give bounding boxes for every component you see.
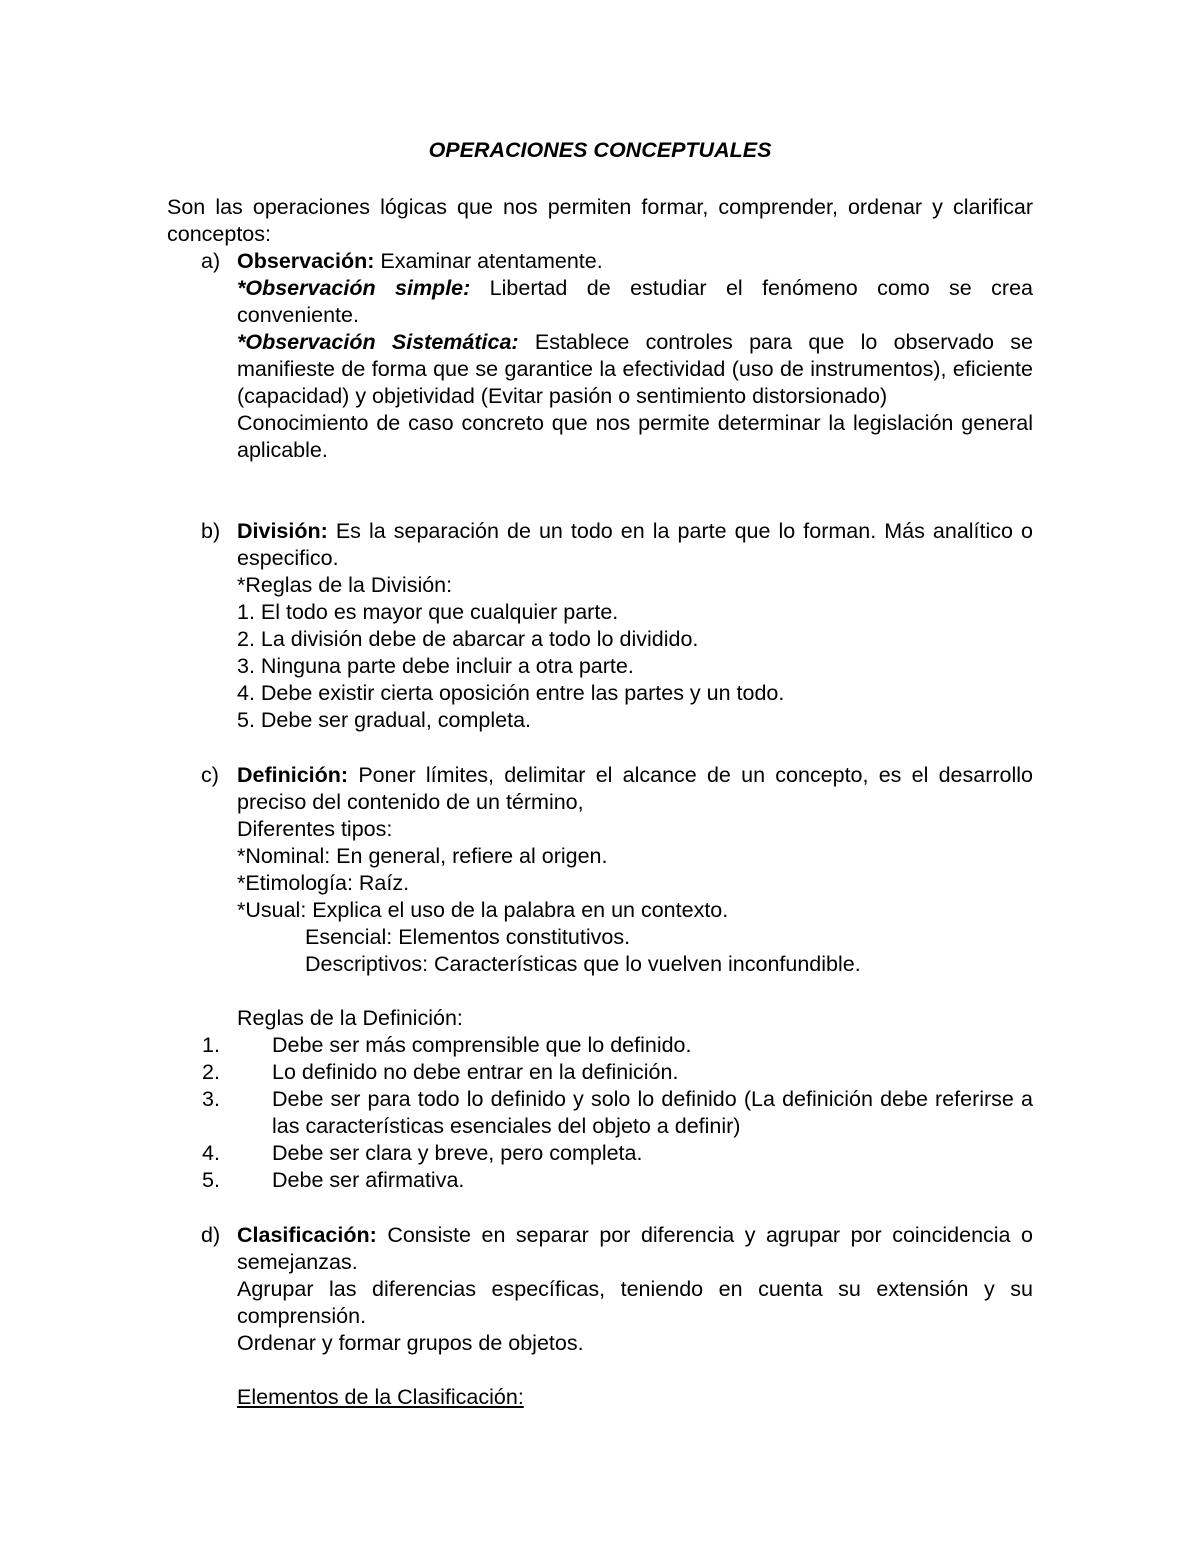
division-term: División: (237, 519, 328, 543)
definicion-usual: *Usual: Explica el uso de la palabra en un contexto. (237, 898, 729, 922)
definicion-rule: 5. Debe ser afirmativa. (202, 1168, 465, 1192)
definicion-nominal: *Nominal: En general, refiere al origen. (237, 844, 608, 868)
observacion-simple-term: *Observación simple: (237, 276, 471, 300)
section-clasificacion (237, 1222, 1033, 1411)
division-rule: 5. Debe ser gradual, completa. (237, 708, 531, 732)
observacion-sistematica-term: *Observación Sistemática: (237, 330, 519, 354)
observacion-simple (237, 275, 1033, 329)
section-observacion (237, 248, 1033, 464)
item-label-a: a) (201, 249, 221, 273)
division-rules-title: *Reglas de la División: (237, 573, 453, 597)
clasificacion-line (237, 1222, 1033, 1276)
division-rule: 3. Ninguna parte debe incluir a otra parte. (237, 654, 634, 678)
observacion-term: Observación: (237, 249, 375, 273)
definicion-text: Poner límites, delimitar el alcance de un concepto, es el desarrollo preciso del contenido de un término, (237, 763, 1033, 814)
definicion-descriptivos: Descriptivos: Características que lo vuelven inconfundible. (305, 952, 861, 976)
observacion-simple-text: Libertad de estudiar el fenómeno como se crea conveniente. (237, 276, 1033, 327)
division-text: Es la separación de un todo en la parte que lo forman. Más analítico o especifico. (237, 519, 1033, 570)
observacion-text: Examinar atentamente. (374, 249, 603, 273)
section-division (237, 518, 1033, 734)
definicion-rule: 2. Lo definido no debe entrar en la definición. (202, 1060, 679, 1084)
definicion-types-title: Diferentes tipos: (237, 817, 393, 841)
spacer (237, 1357, 1033, 1384)
definicion-rule: 1. Debe ser más comprensible que lo definido. (202, 1033, 692, 1057)
observacion-sistematica (237, 329, 1033, 410)
division-rule: 1. El todo es mayor que cualquier parte. (237, 600, 619, 624)
clasificacion-text: Consiste en separar por diferencia y agrupar por coincidencia o semejanzas. (237, 1223, 1033, 1274)
spacer (237, 978, 1033, 1005)
definicion-etimologia: *Etimología: Raíz. (237, 871, 410, 895)
item-label-b: b) (201, 519, 221, 543)
definicion-rule: 4. Debe ser clara y breve, pero completa. (202, 1141, 643, 1165)
definicion-rule: 3. Debe ser para todo lo definido y solo lo definido (La definición debe referirse a las características esenciales del objeto a definir) (202, 1087, 1033, 1138)
page-title: OPERACIONES CONCEPTUALES (428, 138, 772, 162)
division-rule: 2. La división debe de abarcar a todo lo dividido. (237, 627, 699, 651)
definicion-esencial: Esencial: Elementos constitutivos. (305, 925, 631, 949)
item-label-c: c) (201, 763, 219, 787)
conocimiento-paragraph: Conocimiento de caso concreto que nos permite determinar la legislación general aplicable. (237, 411, 1033, 462)
definicion-term: Definición: (237, 763, 349, 787)
section-definicion (202, 762, 1033, 1194)
division-line (237, 518, 1033, 572)
definicion-rules-title: Reglas de la Definición: (237, 1006, 463, 1030)
clasificacion-elementos: Elementos de la Clasificación: (237, 1385, 524, 1409)
definicion-line (237, 762, 1033, 816)
clasificacion-agrupar: Agrupar las diferencias específicas, teniendo en cuenta su extensión y su comprensión. (237, 1277, 1033, 1328)
intro-paragraph: Son las operaciones lógicas que nos permiten formar, comprender, ordenar y clarificar conceptos: (167, 195, 1033, 246)
division-rule: 4. Debe existir cierta oposición entre las partes y un todo. (237, 681, 785, 705)
item-label-d: d) (201, 1223, 221, 1247)
observacion-sistematica-text: Establece controles para que lo observado se manifieste de forma que se garantice la efectividad (uso de instrumentos), eficiente (capacidad) y objetividad (Evitar pasión o sentimiento distorsionado) (237, 330, 1033, 408)
clasificacion-ordenar: Ordenar y formar grupos de objetos. (237, 1331, 584, 1355)
observacion-line (237, 248, 1033, 275)
clasificacion-term: Clasificación: (237, 1223, 377, 1247)
